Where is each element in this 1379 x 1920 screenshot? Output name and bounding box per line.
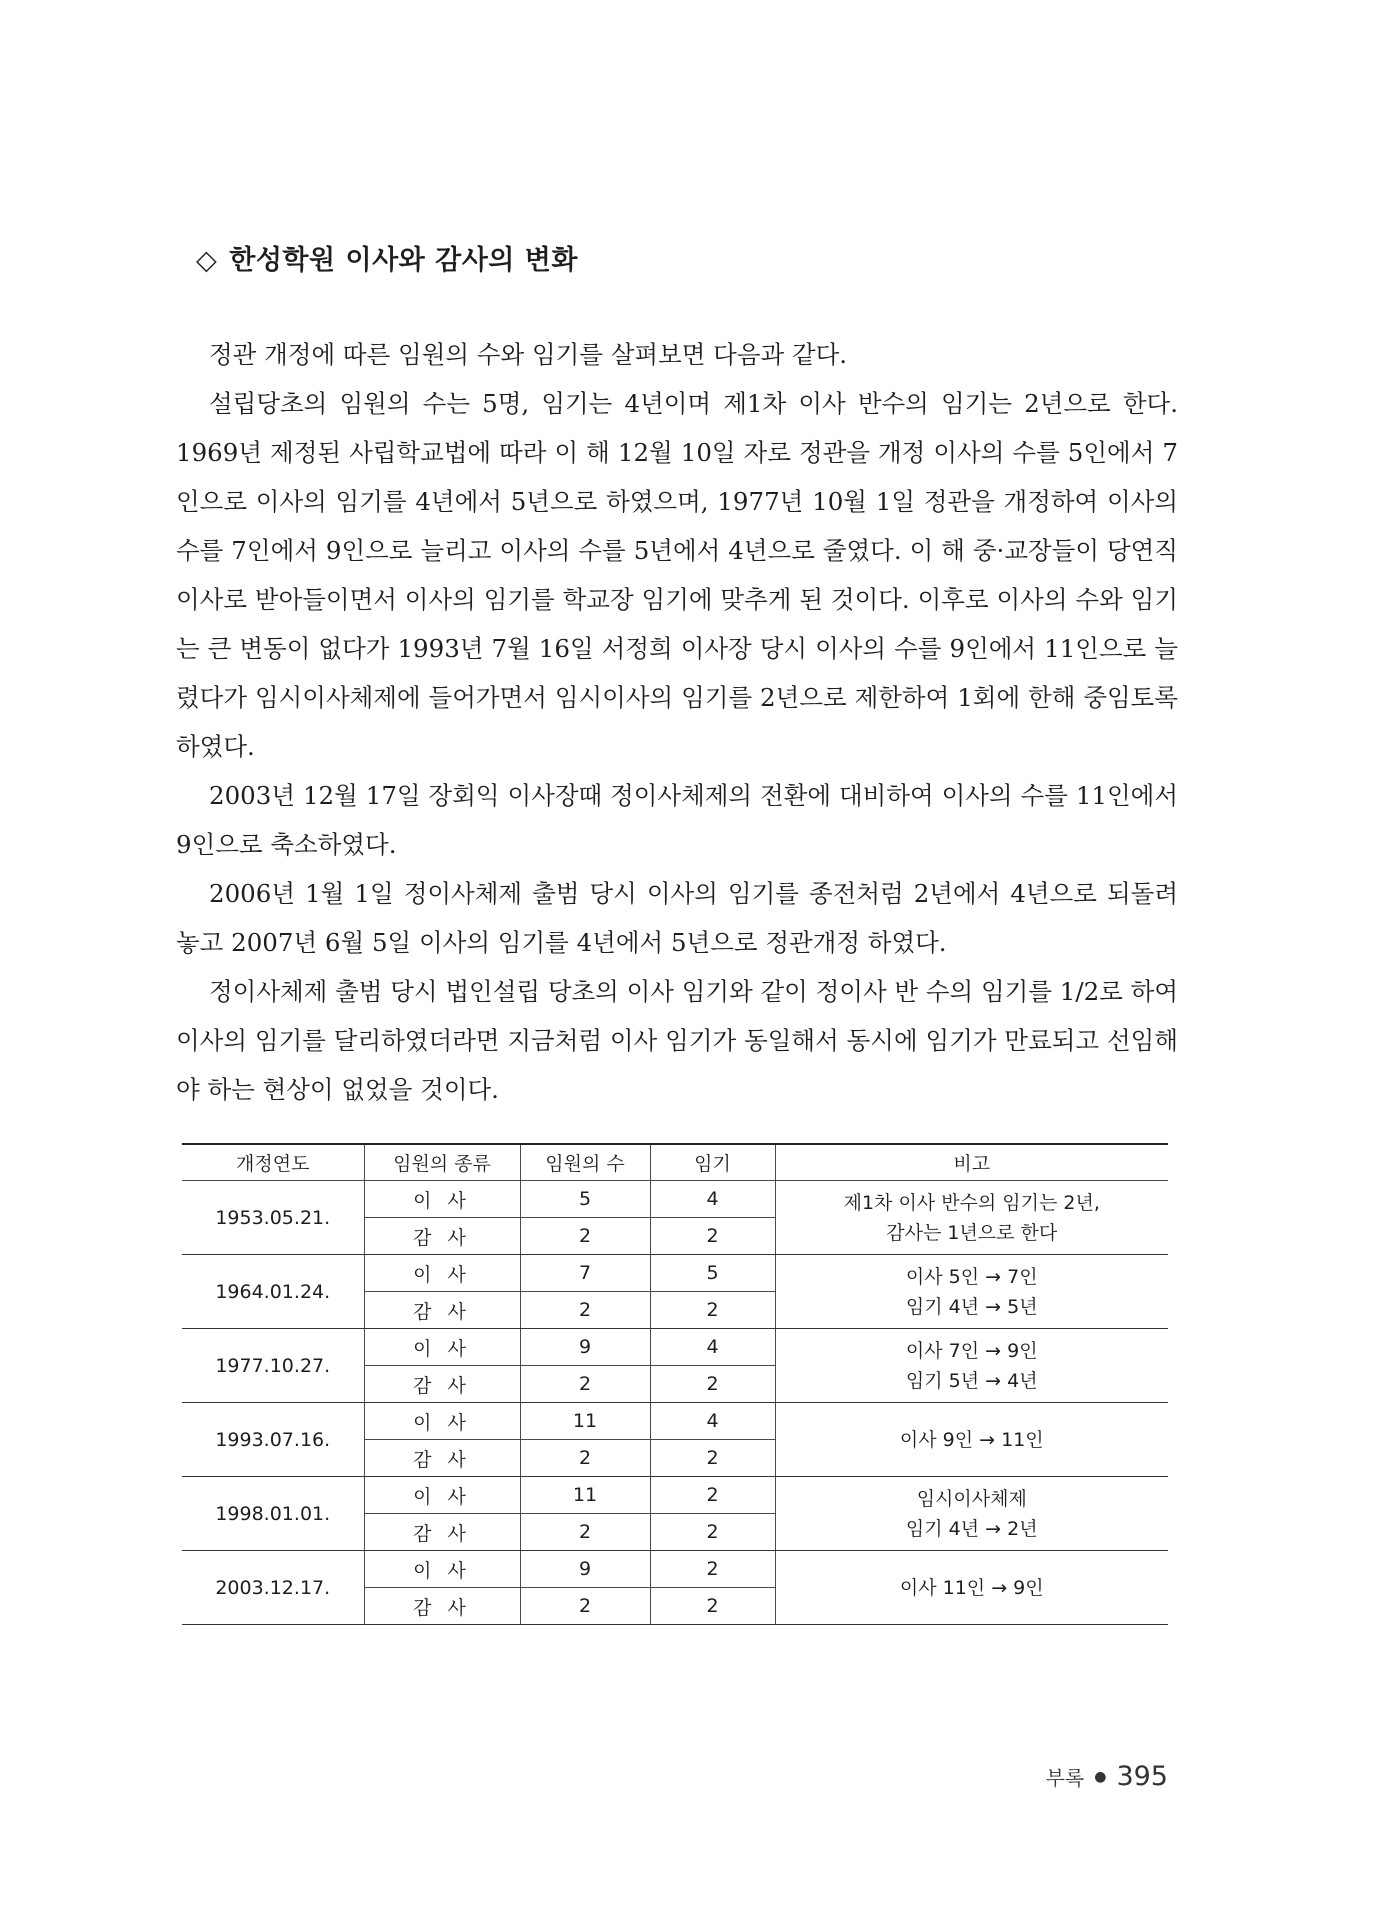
remarks-line: 임기 4년 → 2년 (905, 1517, 1038, 1540)
term-years: 5 (650, 1255, 775, 1292)
table-row (182, 1329, 1168, 1366)
remarks-cell (775, 1329, 1168, 1403)
table-row (182, 1403, 1168, 1440)
officer-count: 2 (520, 1218, 650, 1255)
section-heading (196, 238, 578, 277)
body-text (176, 330, 1178, 1114)
officer-count: 2 (520, 1588, 650, 1625)
officer-kind: 이 사 (364, 1255, 520, 1292)
officer-kind: 감 사 (364, 1366, 520, 1403)
remarks-line: 임기 5년 → 4년 (905, 1369, 1038, 1392)
remarks-line: 제1차 이사 반수의 임기는 2년, (843, 1191, 1100, 1214)
column-header: 개정연도 (182, 1144, 364, 1181)
term-years: 4 (650, 1403, 775, 1440)
footer-label: 부록 (1045, 1766, 1085, 1790)
page-number: 395 (1116, 1761, 1168, 1792)
remarks-cell (775, 1181, 1168, 1255)
column-header: 임원의 수 (520, 1144, 650, 1181)
term-years: 2 (650, 1477, 775, 1514)
paragraph: 2003년 12월 17일 장회익 이사장때 정이사체제의 전환에 대비하여 이사의 수를 11인에서 9인으로 축소하였다. (176, 781, 1178, 859)
term-years: 2 (650, 1218, 775, 1255)
officer-kind: 감 사 (364, 1292, 520, 1329)
term-years: 2 (650, 1514, 775, 1551)
officer-count: 7 (520, 1255, 650, 1292)
officer-kind: 이 사 (364, 1551, 520, 1588)
officer-kind: 감 사 (364, 1514, 520, 1551)
table-body (182, 1181, 1168, 1625)
paragraph: 2006년 1월 1일 정이사체제 출범 당시 이사의 임기를 종전처럼 2년에서 4년으로 되돌려 놓고 2007년 6월 5일 이사의 임기를 4년에서 5년으로 정관개정 하였다. (176, 879, 1178, 957)
officer-kind: 이 사 (364, 1329, 520, 1366)
remarks-line: 이사 7인 → 9인 (905, 1339, 1038, 1362)
revision-year: 1977.10.27. (182, 1329, 364, 1403)
revision-year: 1953.05.21. (182, 1181, 364, 1255)
officer-kind: 감 사 (364, 1440, 520, 1477)
officer-kind: 감 사 (364, 1218, 520, 1255)
paragraph: 정이사체제 출범 당시 법인설립 당초의 이사 임기와 같이 정이사 반 수의 임기를 1/2로 하여 이사의 임기를 달리하였더라면 지금처럼 이사 임기가 동일해서 동시에 임기가 만료되고 선임해야 하는 현상이 없었을 것이다. (176, 977, 1179, 1104)
term-years: 2 (650, 1440, 775, 1477)
page-footer (1046, 1761, 1168, 1792)
table-row (182, 1181, 1168, 1218)
remarks-line: 감사는 1년으로 한다 (886, 1221, 1058, 1244)
revision-year: 1964.01.24. (182, 1255, 364, 1329)
officer-count: 2 (520, 1514, 650, 1551)
board-terms-table (182, 1143, 1168, 1625)
table-row (182, 1255, 1168, 1292)
bullet-icon: ● (1094, 1768, 1107, 1785)
officer-count: 11 (520, 1477, 650, 1514)
officer-count: 9 (520, 1329, 650, 1366)
term-years: 4 (650, 1329, 775, 1366)
officer-kind: 이 사 (364, 1181, 520, 1218)
remarks-cell (775, 1403, 1168, 1477)
revision-year: 2003.12.17. (182, 1551, 364, 1625)
remarks-line: 이사 11인 → 9인 (899, 1576, 1044, 1599)
column-header: 임원의 종류 (364, 1144, 520, 1181)
officer-count: 9 (520, 1551, 650, 1588)
remarks-cell (775, 1255, 1168, 1329)
paragraph: 설립당초의 임원의 수는 5명, 임기는 4년이며 제1차 이사 반수의 임기는 2년으로 한다. 1969년 제정된 사립학교법에 따라 이 해 12월 10일 자로 정관을 개정 이사의 수를 5인에서 7인으로 이사의 임기를 4년에서 5년으로 하였으며, 1977년 10월 1일 정관을 개정하여 이사의 수를 7인에서 9인으로 늘리고 이사의 수를 5년에서 4년으로 줄였다. 이 해 중·교장들이 당연직 이사로 받아들이면서 이사의 임기를 학교장 임기에 맞추게 된 것이다. 이후로 이사의 수와 임기는 큰 변동이 없다가 1993년 7월 16일 서정희 이사장 당시 이사의 수를 9인에서 11인으로 늘렸다가 임시이사체제에 들어가면서 임시이사의 임기를 2년으로 제한하여 1회에 한해 중임토록 하였다. (176, 389, 1178, 761)
revision-year: 1998.01.01. (182, 1477, 364, 1551)
officer-kind: 이 사 (364, 1403, 520, 1440)
section-heading-text: 한성학원 이사와 감사의 변화 (229, 245, 578, 276)
officer-count: 2 (520, 1292, 650, 1329)
column-header: 비고 (775, 1144, 1168, 1181)
revision-year: 1993.07.16. (182, 1403, 364, 1477)
officer-count: 2 (520, 1366, 650, 1403)
officer-count: 11 (520, 1403, 650, 1440)
term-years: 2 (650, 1588, 775, 1625)
table-row (182, 1477, 1168, 1514)
diamond-icon: ◇ (196, 245, 218, 276)
paragraph: 정관 개정에 따른 임원의 수와 임기를 살펴보면 다음과 같다. (209, 340, 848, 369)
remarks-cell (775, 1551, 1168, 1625)
term-years: 2 (650, 1292, 775, 1329)
officer-kind: 감 사 (364, 1588, 520, 1625)
officer-count: 2 (520, 1440, 650, 1477)
remarks-line: 이사 5인 → 7인 (905, 1265, 1038, 1288)
officer-kind: 이 사 (364, 1477, 520, 1514)
remarks-cell (775, 1477, 1168, 1551)
term-years: 2 (650, 1366, 775, 1403)
remarks-line: 임기 4년 → 5년 (905, 1295, 1038, 1318)
officer-count: 5 (520, 1181, 650, 1218)
table-header-row (182, 1144, 1168, 1181)
column-header: 임기 (650, 1144, 775, 1181)
remarks-line: 이사 9인 → 11인 (899, 1428, 1044, 1451)
term-years: 2 (650, 1551, 775, 1588)
term-years: 4 (650, 1181, 775, 1218)
table-row (182, 1551, 1168, 1588)
remarks-line: 임시이사체제 (916, 1487, 1027, 1510)
